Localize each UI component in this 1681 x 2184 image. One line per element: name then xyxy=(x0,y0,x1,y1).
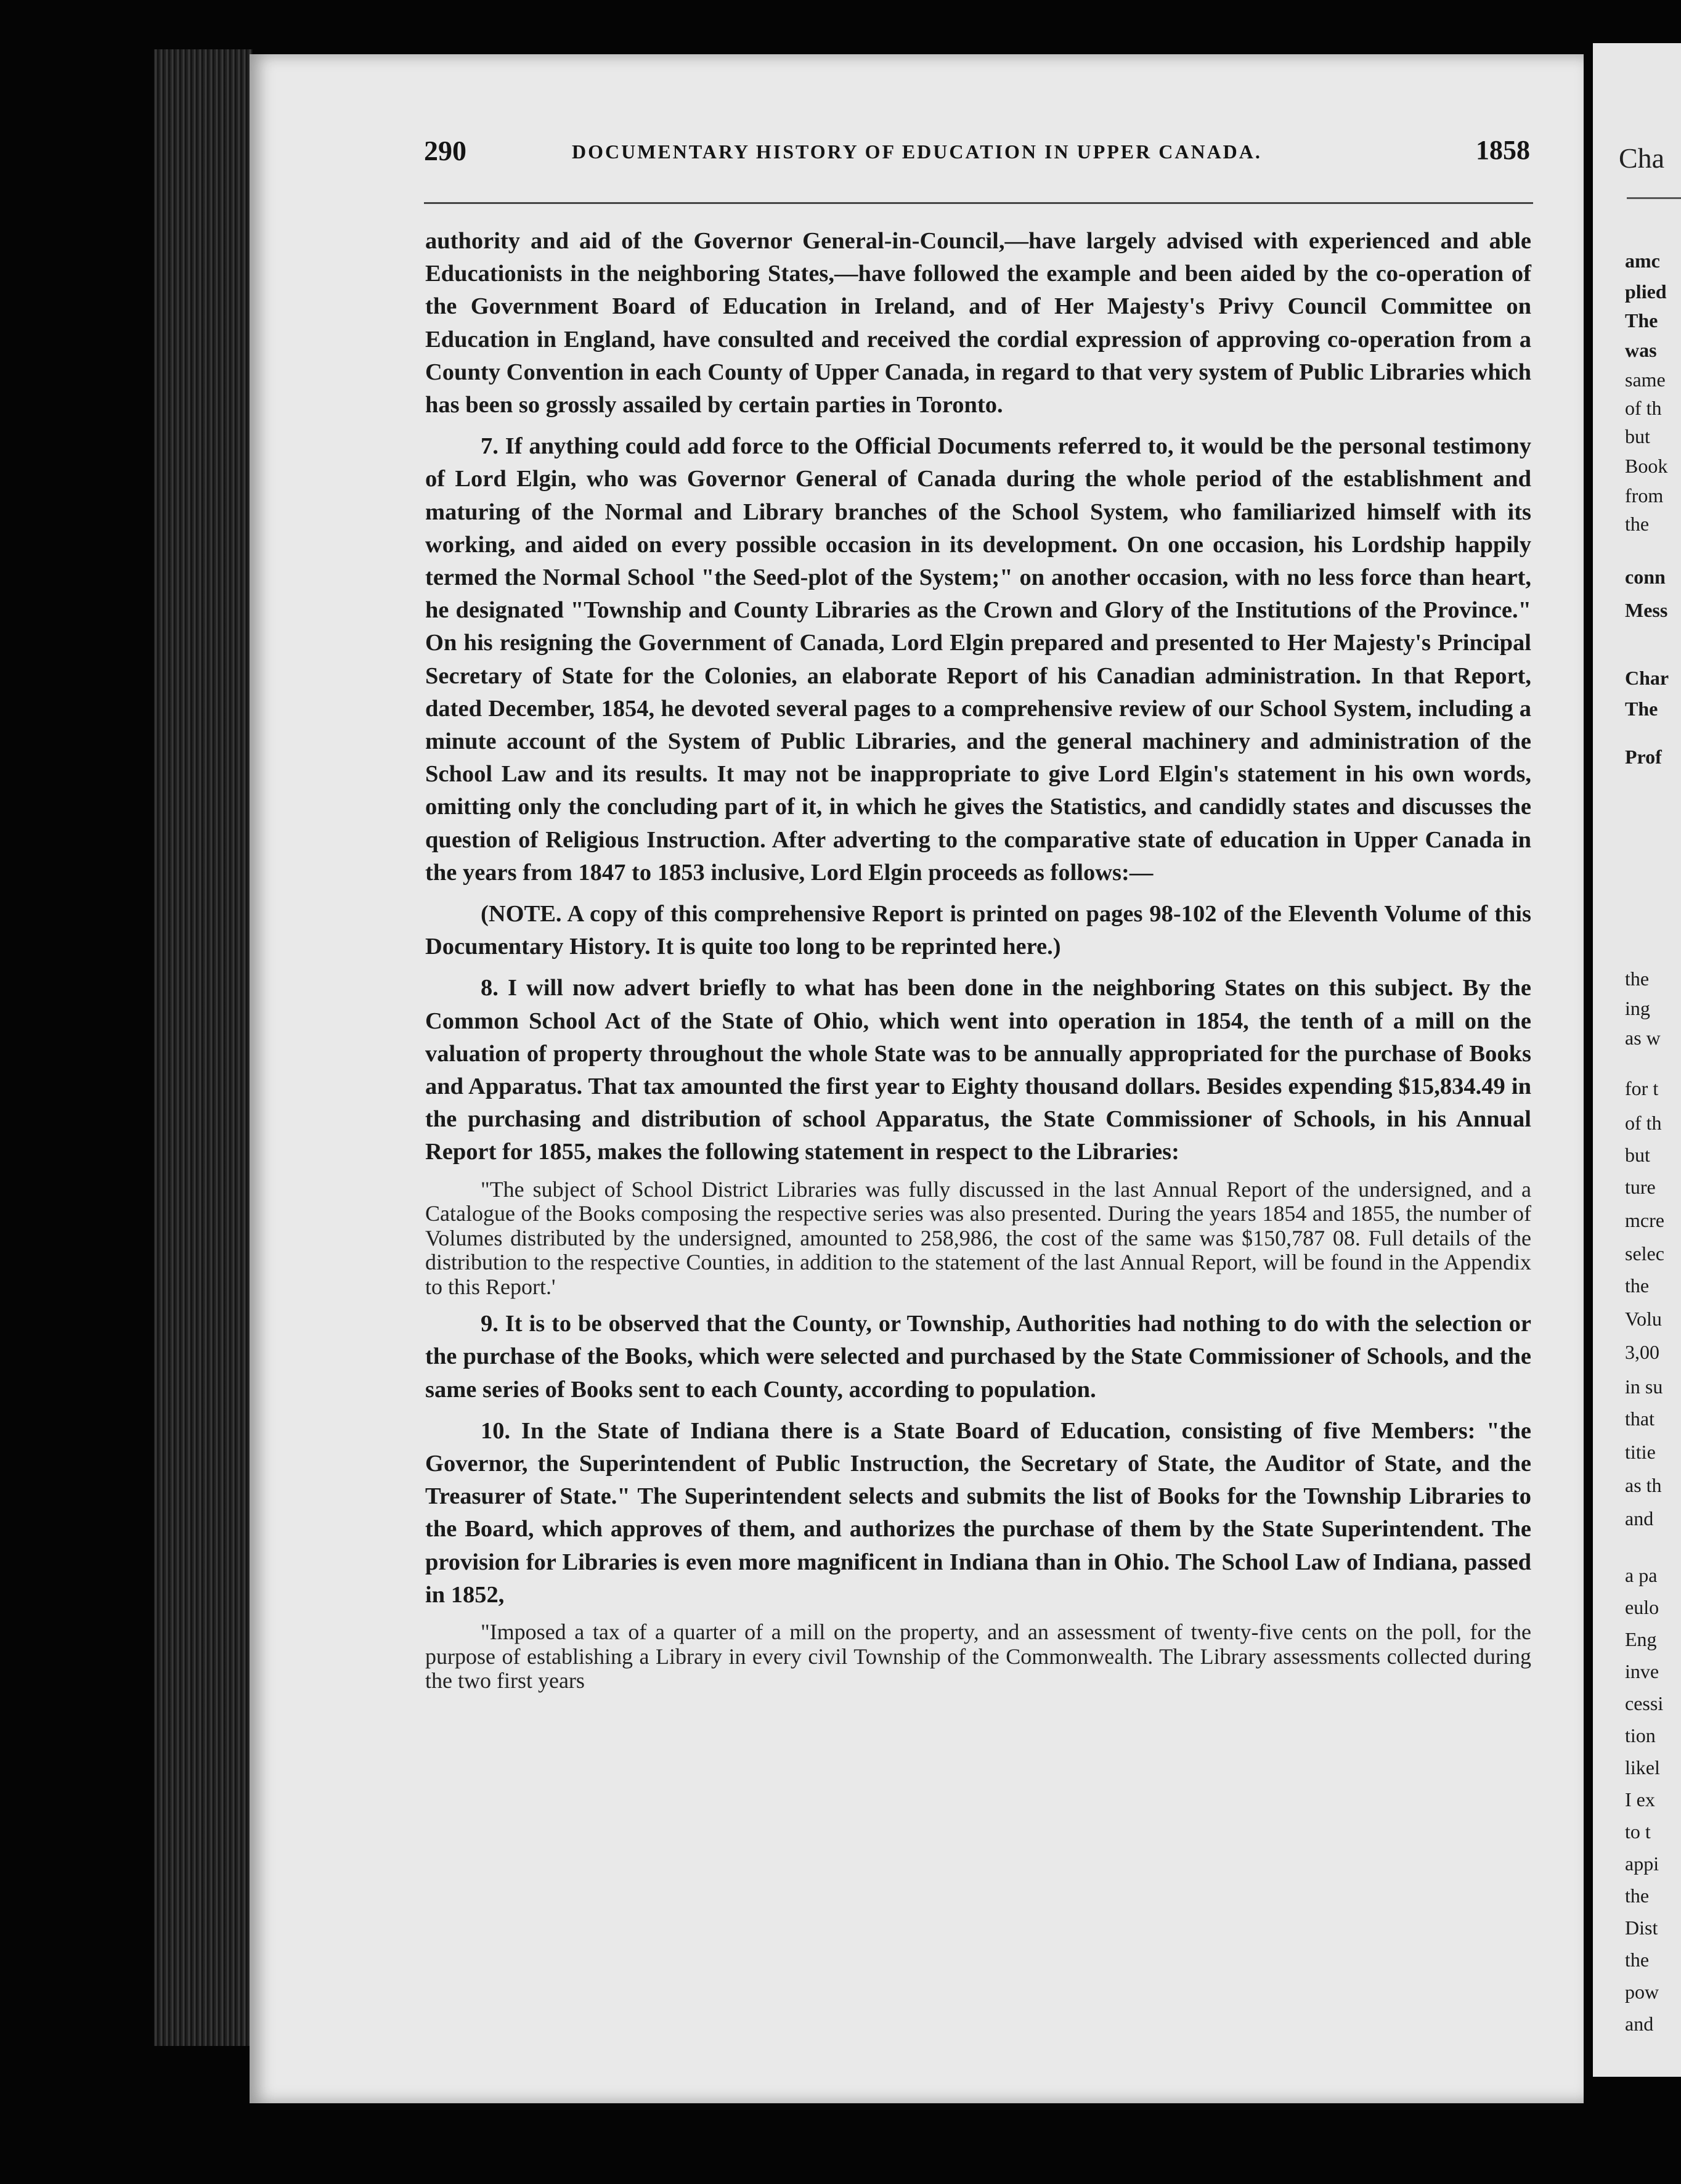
facing-page-fragment: appi xyxy=(1625,1852,1659,1875)
facing-page-fragment: the xyxy=(1625,1949,1650,1971)
facing-page-fragment: pow xyxy=(1625,1981,1659,2003)
facing-page-fragment: the xyxy=(1625,1885,1650,1907)
facing-page-fragment: The xyxy=(1625,698,1658,720)
facing-page-fragment: a pa xyxy=(1625,1564,1658,1586)
facing-page-fragment: amc xyxy=(1625,250,1660,272)
facing-page-rule xyxy=(1627,197,1681,199)
facing-page xyxy=(1593,43,1681,2077)
facing-page-fragment: the xyxy=(1625,968,1650,990)
facing-page-fragment: as th xyxy=(1625,1474,1662,1496)
facing-page-fragment: to t xyxy=(1625,1820,1651,1843)
facing-page-fragment: Eng xyxy=(1625,1628,1657,1650)
facing-page-fragment: in su xyxy=(1625,1375,1663,1398)
facing-page-fragment: of th xyxy=(1625,1112,1662,1134)
header-year: 1858 xyxy=(1476,135,1530,165)
facing-page-fragment: plied xyxy=(1625,280,1667,303)
facing-page-fragment: same xyxy=(1625,369,1666,391)
facing-page-fragment: and xyxy=(1625,1507,1654,1530)
facing-page-fragment: but xyxy=(1625,425,1650,447)
body-text xyxy=(425,225,1531,1702)
facing-page-fragment: ture xyxy=(1625,1176,1656,1198)
facing-page-fragment: selec xyxy=(1625,1242,1664,1265)
facing-page-fragment: Book xyxy=(1625,455,1668,477)
note-paragraph: (NOTE. A copy of this comprehensive Report is printed on pages 98-102 of the Eleventh Volume of this Documentary History. It is quite too long to be reprinted here.) xyxy=(425,901,1531,960)
paragraph-9: 9. It is to be observed that the County, or Township, Authorities had nothing to do with the selection or the purchase of the Books, which were selected and purchased by the State Commissioner of Schools, and the same series of Books sent to each County, according to population. xyxy=(425,1311,1531,1403)
paragraph-10: 10. In the State of Indiana there is a State Board of Education, consisting of five Members: "the Governor, the Superintendent of Public Instruction, the Secretary of State, the Auditor of State, and the Treasurer of State." The Superintendent selects and submits the list of Books for the Township Libraries to the Board, which approves of them, and authorizes the purchase of them by the State Superintendent. The provision for Libraries is even more magnificent in Indiana than in Ohio. The School Law of Indiana, passed in 1852, xyxy=(425,1417,1531,1608)
facing-page-head: Cha xyxy=(1619,142,1665,174)
facing-page-fragment: from xyxy=(1625,484,1664,507)
facing-page-fragment: conn xyxy=(1625,566,1666,588)
facing-page-fragment: inve xyxy=(1625,1660,1659,1682)
quote-indiana-law: "Imposed a tax of a quarter of a mill on the property, and an assessment of twenty-five cents on the poll, for the purpose of establishing a Library in every civil Township of the Commonwealth. The Library assessments collected during the two first years xyxy=(425,1620,1531,1693)
facing-page-fragment: the xyxy=(1625,1274,1650,1297)
facing-page-fragment: but xyxy=(1625,1144,1650,1166)
book-gutter-edge xyxy=(154,49,253,2046)
facing-page-fragment: mcre xyxy=(1625,1209,1664,1231)
facing-page-fragment: likel xyxy=(1625,1756,1660,1779)
paragraph-continuation: authority and aid of the Governor General-in-Council,—have largely advised with experienced and able Educationists in the neighboring States,—have followed the example and been aided by the co-operation of the Government Board of Education in Ireland, and of Her Majesty's Privy Council Committee on Education in England, have consulted and received the cordial expression of approving co-operation from a County Convention in each County of Upper Canada, in regard to that very system of Public Libraries which has been so grossly assailed by certain parties in Toronto. xyxy=(425,228,1531,418)
page-title: DOCUMENTARY HISTORY OF EDUCATION IN UPPER CANADA. xyxy=(572,141,1262,163)
paragraph-7: 7. If anything could add force to the Official Documents referred to, it would be the personal testimony of Lord Elgin, who was Governor General of Canada during the whole period of the establishment and maturing of the Normal and Library branches of the School System, who familiarized himself with its working, and aided on every possible occasion in its development. On one occasion, his Lordship happily termed the Normal School "the Seed-plot of the System;" on another occasion, with no less force than heart, he designated "Township and County Libraries as the Crown and Glory of the Institutions of the Province." On his resigning the Government of Canada, Lord Elgin prepared and presented to Her Majesty's Principal Secretary of State for the Colonies, an elaborate Report of his Canadian administration. In that Report, dated December, 1854, he devoted several pages to a comprehensive review of our School System, including a minute account of the System of Public Libraries, and the general machinery and administration of the School Law and its results. It may not be inappropriate to give Lord Elgin's statement in his own words, omitting only the concluding part of it, in which he gives the Statistics, and candidly states and discusses the question of Religious Instruction. After adverting to the comparative state of education in Upper Canada in the years from 1847 to 1853 inclusive, Lord Elgin proceeds as follows:— xyxy=(425,433,1531,886)
header-rule xyxy=(424,202,1533,204)
facing-page-fragment: titie xyxy=(1625,1441,1656,1463)
facing-page-fragment: the xyxy=(1625,513,1650,535)
facing-page-fragment: The xyxy=(1625,309,1658,332)
facing-page-fragment: was xyxy=(1625,339,1657,361)
facing-page-fragment: ing xyxy=(1625,997,1650,1019)
facing-page-fragment: and xyxy=(1625,2013,1654,2035)
facing-page-fragment: for t xyxy=(1625,1077,1659,1099)
facing-page-fragment: Prof xyxy=(1625,746,1662,768)
facing-page-fragment: of th xyxy=(1625,397,1662,419)
quote-ohio-report: "The subject of School District Libraries was fully discussed in the last Annual Report of the undersigned, and a Catalogue of the Books composing the respective series was also presented. During the years 1854 and 1855, the number of Volumes distributed by the undersigned, amounted to 258,986, the cost of the same was $150,787 08. Full details of the distribution to the respective Counties, in addition to the statement of the last Annual Report, will be found in the Appendix to this Report.' xyxy=(425,1176,1531,1299)
facing-page-fragment: Dist xyxy=(1625,1917,1658,1939)
facing-page-fragment: 3,00 xyxy=(1625,1341,1659,1363)
facing-page-fragment: Char xyxy=(1625,667,1669,689)
page-number: 290 xyxy=(424,135,466,166)
facing-page-fragment: tion xyxy=(1625,1724,1656,1746)
facing-page-fragment: Mess xyxy=(1625,599,1668,621)
facing-page-fragment: I ex xyxy=(1625,1788,1655,1811)
running-head xyxy=(424,134,1530,171)
paragraph-8: 8. I will now advert briefly to what has been done in the neighboring States on this subject. By the Common School Act of the State of Ohio, which went into operation in 1854, the tenth of a mill on the valuation of property throughout the whole State was to be annually appropriated for the purchase of Books and Apparatus. That tax amounted the first year to Eighty thousand dollars. Besides expending $15,834.49 in the purchasing and distribution of school Apparatus, the State Commissioner of Schools, in his Annual Report for 1855, makes the following statement in respect to the Libraries: xyxy=(425,975,1531,1165)
facing-page-fragment: that xyxy=(1625,1408,1655,1430)
facing-page-fragment: eulo xyxy=(1625,1596,1659,1618)
facing-page-fragment: as w xyxy=(1625,1027,1661,1049)
facing-page-fragment: cessi xyxy=(1625,1692,1664,1714)
facing-page-fragment: Volu xyxy=(1625,1308,1662,1330)
